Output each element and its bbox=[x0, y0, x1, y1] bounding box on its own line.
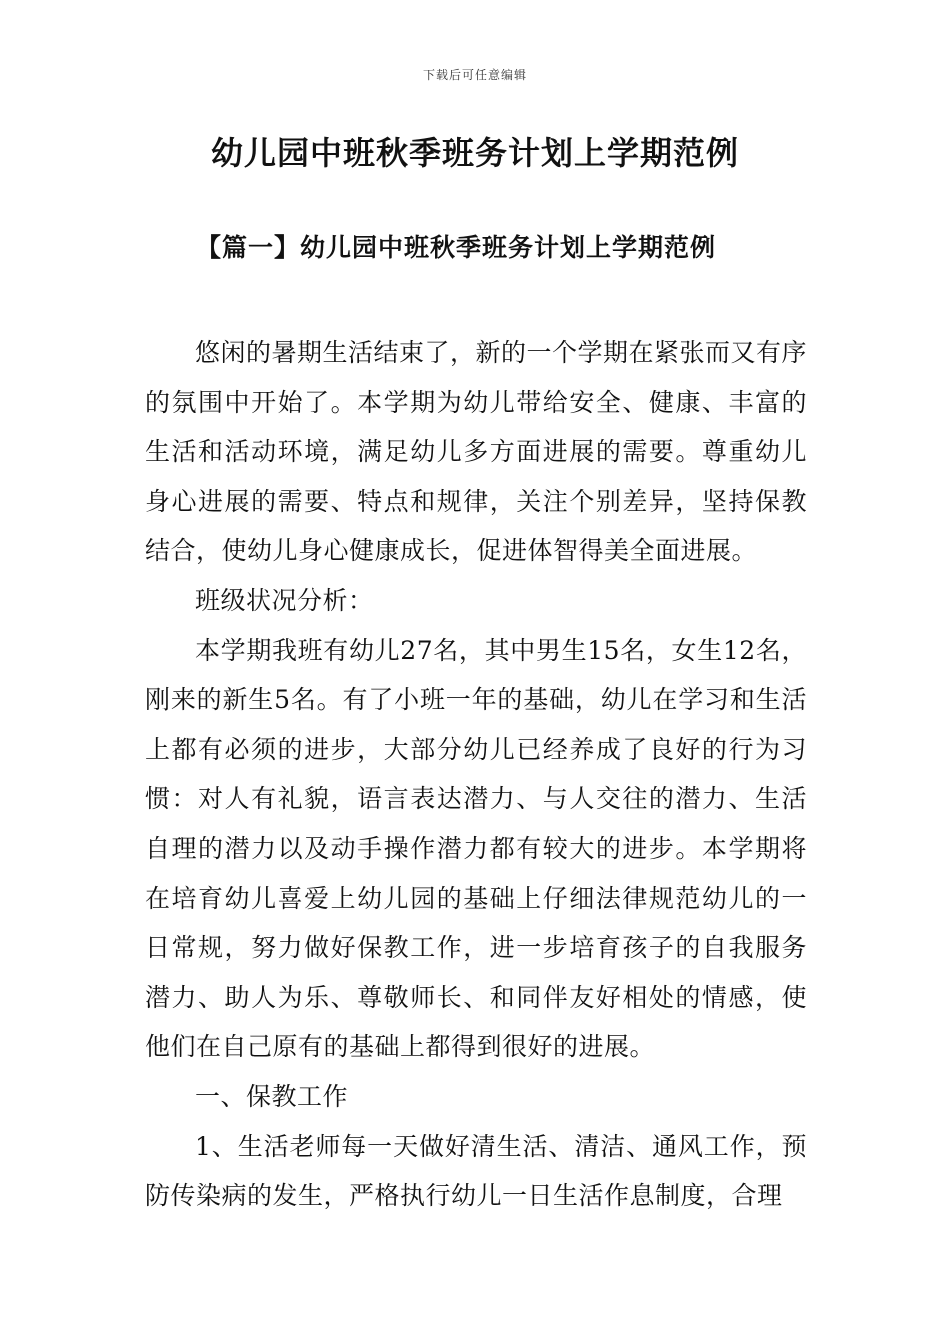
paragraph-care-item-1: 1、生活老师每一天做好清生活、清洁、通风工作，预防传染病的发生，严格执行幼儿一日生活作息制度，合理 bbox=[145, 1131, 807, 1211]
document-title: 幼儿园中班秋季班务计划上学期范例 bbox=[210, 134, 739, 172]
paragraph-intro: 悠闲的暑期生活结束了，新的一个学期在紧张而又有序的氛围中开始了。本学期为幼儿带给安全、健康、丰富的生活和活动环境，满足幼儿多方面进展的需要。尊重幼儿身心进展的需要、特点和规律，关注个别差异，坚持保教结合，使幼儿身心健康成长，促进体智得美全面进展。 bbox=[145, 338, 808, 566]
paragraph-class-analysis-heading: 班级状况分析： bbox=[195, 585, 374, 615]
document-body bbox=[145, 328, 807, 1221]
paragraph-class-analysis: 本学期我班有幼儿27名，其中男生15名，女生12名，刚来的新生5名。有了小班一年的基础，幼儿在学习和生活上都有必须的进步，大部分幼儿已经养成了良好的行为习惯：对人有礼貌，语言表达潜力、与人交往的潜力、生活自理的潜力以及动手操作潜力都有较大的进步。本学期将在培育幼儿喜爱上幼儿园的基础上仔细法律规范幼儿的一日常规，努力做好保教工作，进一步培育孩子的自我服务潜力、助人为乐、尊敬师长、和同伴友好相处的情感，使他们在自己原有的基础上都得到很好的进展。 bbox=[145, 635, 807, 1062]
header-note: 下载后可任意编辑 bbox=[422, 68, 527, 82]
paragraph-care-education-heading: 一、保教工作 bbox=[195, 1081, 349, 1111]
section-heading: 【篇一】幼儿园中班秋季班务计划上学期范例 bbox=[196, 233, 717, 262]
